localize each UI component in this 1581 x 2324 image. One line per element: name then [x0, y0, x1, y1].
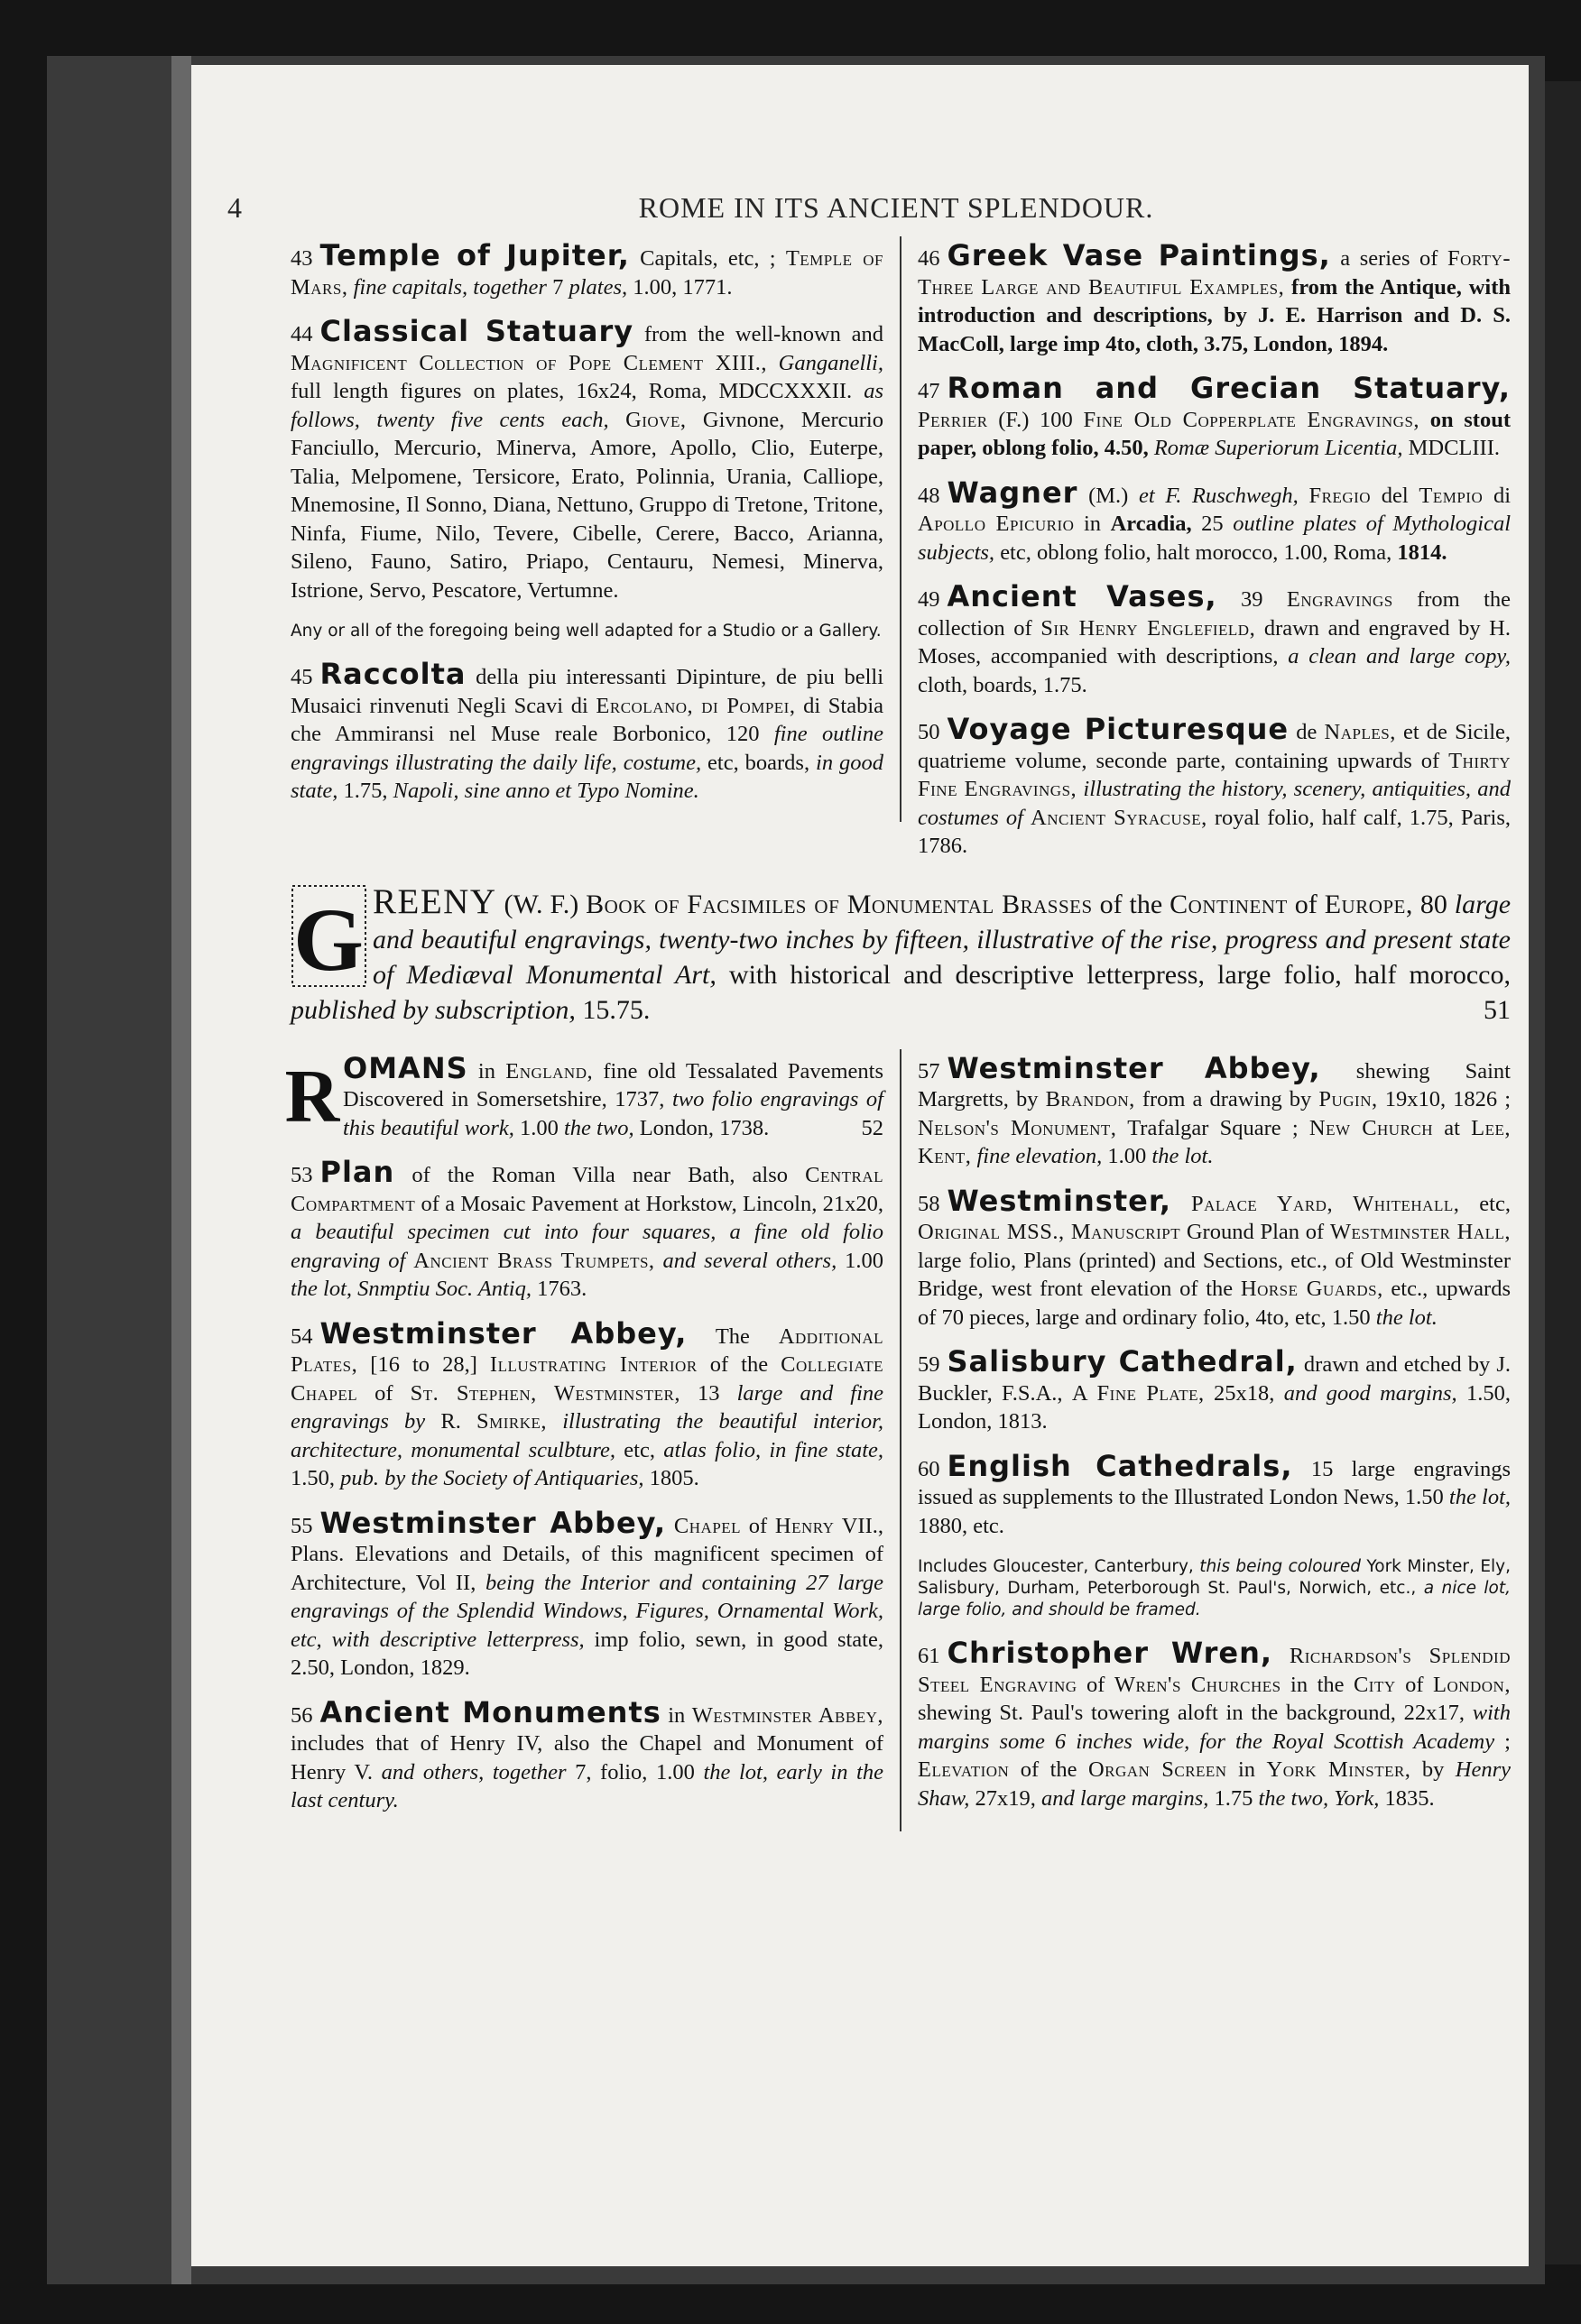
greeny-heading: REENY	[373, 881, 497, 921]
entry-text-segment: 1.00	[837, 1248, 884, 1273]
entry-text-segment: published by subscription,	[291, 994, 576, 1025]
entry-text-segment: Trafalgar Square ;	[1116, 1115, 1309, 1140]
entry-text-segment: and large margins,	[1041, 1785, 1209, 1811]
ornate-initial-r	[284, 1054, 340, 1139]
entry-text-segment: et de Sicile, quatrieme volume, seconde parte, containing upwards of	[918, 720, 1511, 773]
right-column-bottom	[918, 1049, 1511, 1830]
entry-text-segment: from the collection of	[918, 587, 1512, 641]
catalogue-entry	[918, 238, 1511, 358]
entry-text-segment: St. Stephen, Westminster,	[410, 1380, 680, 1406]
entry-text-segment: as follows, twenty five cents each,	[291, 379, 883, 432]
entry-list	[291, 657, 883, 806]
entry-text-segment: of the	[1092, 889, 1170, 919]
entry-list	[918, 1636, 1512, 1812]
entry-text-segment: the two,	[564, 1115, 634, 1140]
entry-text-segment: being the Interior and containing 27 large engravings of the Splendid Windows, Figures, Ornamental Work, etc, with descriptive letterpress,	[291, 1570, 883, 1652]
entry-text-segment: Horse Guards,	[1240, 1277, 1383, 1301]
ornate-initial-g	[291, 884, 367, 988]
item-number: 52	[861, 1115, 883, 1140]
entry-text-segment: del	[1371, 483, 1419, 508]
entry-text-segment: 1763.	[532, 1277, 587, 1301]
item-title: Wagner	[947, 475, 1078, 510]
entry-text-segment: of	[1395, 1672, 1433, 1697]
item-number: 49	[918, 587, 940, 612]
entry-text-segment: in	[1074, 512, 1111, 536]
entry-text-segment: Lee, Kent,	[918, 1115, 1511, 1168]
entry-text-segment: 1.00	[513, 1115, 564, 1140]
entry-text-segment: in the	[1281, 1672, 1354, 1697]
binding-edge	[171, 56, 191, 2284]
ornate-initial-letter: G	[293, 889, 364, 990]
entry-text-segment: Naples,	[1324, 720, 1396, 744]
entry-text-segment: outline plates of Mythological subjects,	[918, 512, 1512, 565]
entry-text-segment: a clean and large copy,	[1288, 644, 1511, 669]
entry-text-segment: Book of Facsimiles of Monumental Brasses	[586, 889, 1093, 919]
cathedrals-note	[918, 1556, 1511, 1621]
entry-text-segment: Napoli, sine anno et Typo Nomine.	[393, 779, 699, 803]
entry-text-segment: large and fine engravings by	[291, 1380, 884, 1434]
item-number: 59	[918, 1352, 940, 1377]
entry-text-segment: de	[1289, 720, 1325, 744]
entry-text-segment: plates,	[569, 274, 628, 300]
entry-text-segment: Fine Old Copperplate Engravings,	[1083, 407, 1420, 432]
bottom-columns	[284, 1049, 1512, 1831]
entry-text-segment: etc, boards,	[701, 750, 817, 775]
entry-text-segment: 1.00	[1102, 1144, 1152, 1168]
entry-text-segment: (F.) 100	[987, 407, 1084, 432]
entry-text-segment: Europe,	[1324, 889, 1413, 919]
entry-text-segment: the lot.	[1375, 1305, 1438, 1330]
entry-text-segment	[405, 1249, 413, 1273]
item-number: 60	[918, 1456, 940, 1481]
entry-text-segment: Nelson's Monument,	[918, 1115, 1117, 1140]
entry-text-segment: della piu interessanti Dipinture, de piu belli Musaici rinvenuti Negli Scavi di	[291, 665, 883, 718]
entry-text-segment: 1835.	[1379, 1785, 1435, 1811]
entry-text-segment: at	[1433, 1115, 1472, 1140]
item-title: Westminster Abbey,	[319, 1315, 688, 1351]
entry-text-segment: of the	[697, 1352, 781, 1377]
romans-entry	[284, 1050, 883, 1143]
entry-text-segment: Apollo Epicurio	[918, 512, 1075, 536]
entry-text-segment: Perrier	[918, 407, 988, 432]
entry-text-segment: 27x19,	[969, 1785, 1042, 1811]
entry-text-segment: shewing St. Paul's towering aloft in the background, 22x17,	[918, 1701, 1473, 1725]
entry-text-segment: Richardson's Splendid Steel Engraving	[918, 1644, 1511, 1697]
item-title: Roman and Grecian Statuary,	[947, 371, 1511, 405]
entry-text-segment: a series of	[1330, 246, 1447, 271]
entry-text-segment: of a Mosaic Pavement at Horkstow, Lincoln, 21x20,	[415, 1191, 883, 1216]
entry-text-segment: large folio, Plans (printed) and Sections, etc., of Old Westminster Bridge, west front elevation of the	[918, 1248, 1511, 1301]
item-title: English Cathedrals,	[947, 1448, 1293, 1483]
entry-text-segment: 1805.	[643, 1466, 699, 1490]
entry-text-segment: on stout paper, oblong folio, 4.50,	[918, 407, 1511, 460]
item-title: Westminster,	[947, 1183, 1172, 1218]
entry-text-segment: Pugin,	[1318, 1087, 1378, 1111]
entry-text-segment: the lot,	[1448, 1485, 1512, 1509]
entry-text-segment: di	[1483, 483, 1512, 508]
catalogue-entry	[918, 1448, 1512, 1541]
entry-text-segment	[1171, 1192, 1191, 1216]
entry-text-segment: (M.)	[1077, 483, 1140, 508]
entry-text-segment: Tempio	[1419, 483, 1484, 508]
entry-text-segment: shewing Saint Margretts, by	[918, 1058, 1511, 1111]
entry-text-segment: Fregio	[1308, 483, 1372, 508]
entry-text-segment: the lot, early in the last century.	[291, 1759, 883, 1812]
item-title: Voyage Picturesque	[947, 712, 1290, 746]
entry-text-segment: Ganganelli,	[767, 350, 883, 375]
entry-text-segment: of	[741, 1513, 775, 1538]
entry-text-segment: etc,	[615, 1437, 664, 1462]
entry-text-segment: VII., Plans. Elevations and Details, of this magnificent specimen of Architecture, Vol II,	[291, 1513, 883, 1595]
item-number: 55	[291, 1513, 313, 1538]
entry-text-segment: York Minster,	[1266, 1757, 1411, 1782]
entry-text-segment: with margins some 6 inches wide, for the Royal Scottish Academy	[918, 1701, 1511, 1754]
entry-text-segment: 1880, etc.	[918, 1513, 1004, 1538]
entry-text-segment: pub. by the Society of Antiquaries,	[340, 1466, 644, 1490]
entry-text-segment: Givnone, Mercurio Fanciullo, Mercurio, Minerva, Amore, Apollo, Clio, Euterpe, Talia, Melpomene, Tersicore, Erato, Polinnia, Urania, Calliope, Mnemosine, Il Sonno, Diana, Nettuno, Gruppo di Tretone, Tritone, Ninfa, Fiume, Nilo, Tevere, Cibelle, Cerere, Bacco, Arianna, Sileno, Fauno, Satiro, Priapo, Centauru, Nemesi, Minerva, Istrione, Servo, Pescatore, Vertumne.	[291, 407, 883, 603]
catalogue-entry	[918, 1636, 1512, 1812]
entry-text-segment: with historical and descriptive letterpress, large folio, half morocco,	[716, 959, 1511, 990]
entry-list	[918, 238, 1512, 861]
entry-text-segment: of	[1287, 889, 1325, 919]
item-number: 47	[918, 379, 940, 403]
entry-text-segment: drawn and engraved by H. Moses, accompanied with descriptions,	[918, 615, 1512, 669]
entry-text-segment: Romæ Superiorum Licentia,	[1153, 436, 1403, 460]
catalogue-entry	[918, 579, 1512, 699]
entry-text-segment: Henry Shaw,	[918, 1757, 1512, 1811]
entry-text-segment: 1.00, 1771.	[627, 274, 733, 300]
entry-text-segment: two folio engravings of this beautiful work,	[343, 1087, 883, 1140]
item-title: Classical Statuary	[319, 314, 634, 348]
entry-text-segment: 25x18,	[1204, 1380, 1284, 1406]
entry-text-segment: etc., upwards of 70 pieces, large and ordinary folio, 4to, etc, 1.50	[918, 1277, 1511, 1330]
romans-heading: OMANS	[343, 1050, 468, 1085]
catalogue-entry	[918, 475, 1512, 567]
entry-text-segment: the two, York,	[1258, 1785, 1380, 1811]
entry-text-segment: the lot.	[1151, 1144, 1214, 1168]
entry-text-segment: Collegiate Chapel	[291, 1352, 883, 1406]
entry-text-segment: by	[1410, 1757, 1456, 1782]
entry-text-segment: di Stabia che Ammiransi nel Muse reale Borbonico, 120	[291, 693, 883, 746]
entry-text-segment: 80	[1412, 889, 1455, 919]
item-number: 43	[291, 246, 313, 271]
entry-text-segment: 39	[1216, 587, 1287, 612]
entry-text-segment: Palace Yard, Whitehall,	[1191, 1191, 1460, 1216]
entry-text-segment: 1.50,	[291, 1466, 341, 1490]
catalogue-entry	[291, 238, 883, 301]
entry-text-segment: Capitals, etc, ;	[629, 246, 786, 271]
entry-text-segment: illustrating the history, scenery, antiquities, and costumes of	[918, 777, 1511, 830]
entry-text-segment: from the well-known and	[633, 322, 884, 346]
item-title: Ancient Vases,	[947, 579, 1217, 613]
entry-text-segment: ;	[1494, 1729, 1511, 1754]
item-number: 58	[918, 1191, 940, 1216]
item-number: 61	[918, 1644, 940, 1668]
entry-text-segment: large and beautiful engravings, twenty-two inches by fifteen, illustrative of the rise, progress and present state of Mediæval Monumental Art,	[373, 889, 1512, 990]
entry-text-segment: fine old Tessalated Pavements Discovered in Somersetshire, 1737,	[343, 1058, 883, 1111]
entry-text-segment: cloth, boards, 1.75.	[918, 672, 1087, 697]
catalogue-entry	[291, 1694, 883, 1815]
item-number: 57	[918, 1058, 940, 1084]
entry-text-segment: Arcadia,	[1110, 512, 1192, 536]
top-columns	[291, 236, 1511, 877]
entry-text-segment: London, 1738.	[633, 1115, 770, 1140]
entry-text-segment: 7, folio, 1.00	[566, 1759, 704, 1784]
entry-text-segment: etc,	[1459, 1191, 1511, 1216]
catalogue-entry	[918, 1183, 1511, 1333]
greeny-entry	[291, 881, 1512, 1028]
greeny-text	[291, 881, 1512, 1028]
entry-list	[291, 1155, 884, 1815]
entry-text-segment: Continent	[1170, 889, 1288, 919]
entry-text-segment: from a drawing by	[1134, 1087, 1319, 1111]
entry-text-segment: Engravings	[1286, 587, 1393, 612]
entry-text-segment: et F. Ruschwegh,	[1139, 483, 1299, 508]
item-number: 56	[291, 1702, 313, 1728]
item-number: 45	[291, 665, 313, 689]
left-column-top	[291, 236, 901, 822]
entry-text-segment: Illustrating Interior	[489, 1352, 698, 1377]
entry-text-segment: of the	[1009, 1757, 1088, 1782]
entry-text-segment: atlas folio, in fine state,	[663, 1437, 883, 1462]
entry-text-segment	[666, 1514, 674, 1538]
entry-text-segment: fine outline engravings illustrating the daily life, costume,	[291, 722, 883, 775]
entry-text-segment: fine elevation,	[976, 1144, 1103, 1168]
catalogue-entry	[918, 1050, 1511, 1171]
entry-text-segment: of	[1077, 1672, 1114, 1697]
catalogue-entry	[291, 1315, 884, 1493]
entry-text-segment: 15.75.	[575, 994, 651, 1025]
entry-text-segment: in good state,	[291, 750, 883, 803]
entry-text-segment: London,	[1432, 1672, 1511, 1697]
entry-text-segment: Westminster Abbey,	[691, 1702, 883, 1728]
entry-text-segment: drawn and etched by J. Buckler, F.S.A.,	[918, 1352, 1511, 1406]
entry-text-segment: in	[467, 1058, 506, 1084]
entry-text-segment: Smirke,	[476, 1409, 548, 1434]
entry-text-segment: of the Roman Villa near Bath, also	[394, 1163, 806, 1187]
item-number: 46	[918, 246, 940, 271]
entry-text-segment: in	[661, 1702, 692, 1728]
left-column-bottom	[284, 1049, 901, 1831]
entry-text-segment	[547, 1409, 562, 1434]
item-number: 50	[918, 720, 940, 744]
entry-text-segment: York Minster, Ely, Salisbury, Durham, Peterborough St. Paul's, Norwich, etc.,	[918, 1557, 1511, 1598]
catalogue-entry	[918, 371, 1511, 463]
entry-list	[291, 238, 884, 604]
entry-text-segment: Ercolano, di Pompei,	[596, 693, 796, 718]
entry-text-segment: R.	[425, 1409, 477, 1434]
entry-text-segment: etc, oblong folio, halt morocco, 1.00, Roma,	[994, 540, 1398, 565]
entry-text-segment: 1.75,	[337, 779, 393, 803]
entry-text-segment	[1299, 484, 1309, 508]
entry-text-segment	[1272, 1644, 1290, 1668]
entry-text-segment: 13	[680, 1380, 737, 1406]
entry-text-segment: Additional Plates,	[291, 1323, 883, 1377]
catalogue-entry	[291, 1155, 884, 1304]
entry-text-segment: and good margins,	[1283, 1380, 1457, 1406]
catalogue-entry	[291, 1505, 883, 1683]
item-title: Temple of Jupiter,	[319, 238, 630, 272]
item-title: Plan	[319, 1155, 395, 1189]
entry-text-segment: this being coloured	[1199, 1557, 1361, 1576]
item-title: Greek Vase Paintings,	[947, 238, 1331, 272]
entry-text-segment: full length figures on plates, 16x24, Roma, MDCCXXXII.	[291, 379, 864, 403]
entry-text-segment: Ground Plan of	[1180, 1220, 1330, 1244]
entry-text-segment: The	[687, 1323, 779, 1349]
item-number: 54	[291, 1323, 313, 1349]
entry-text-segment: New Church	[1308, 1115, 1434, 1140]
page-number: 4	[227, 191, 243, 224]
page-header	[227, 191, 1511, 236]
entry-text-segment: Brandon,	[1045, 1087, 1135, 1111]
item-title: Westminster Abbey,	[947, 1050, 1321, 1085]
gallery-note: Any or all of the foregoing being well adapted for a Studio or a Gallery.	[291, 622, 882, 641]
item-number: 53	[291, 1163, 313, 1187]
entry-text-segment: in	[1226, 1757, 1267, 1782]
entry-text-segment: Chapel	[673, 1513, 742, 1538]
ornate-initial-letter: R	[284, 1054, 340, 1139]
entry-text-segment: from the Antique, with introduction and descriptions, by J. E. Harrison and D. S. MacColl, large imp 4to, cloth, 3.75, London, 1894.	[918, 274, 1511, 356]
entry-text-segment: Elevation	[918, 1757, 1010, 1782]
entry-text-segment: the lot, Snmptiu Soc. Antiq,	[291, 1277, 532, 1301]
entry-text-segment	[1023, 806, 1031, 830]
entry-text-segment: 15 large engravings issued as supplements to the Illustrated London News, 1.50	[918, 1456, 1512, 1509]
entry-text-segment: Organ Screen	[1087, 1757, 1227, 1782]
right-column-top	[918, 236, 1511, 877]
entry-text-segment: Forty-Three Large and Beautiful Examples,	[918, 246, 1511, 300]
catalogue-entry	[918, 712, 1511, 861]
entry-text-segment	[655, 1249, 663, 1273]
entry-text-segment: imp folio, sewn, in good state, 2.50, London, 1829.	[291, 1627, 883, 1680]
entry-text-segment: 7	[546, 274, 569, 300]
catalogue-entry	[291, 657, 883, 806]
entry-text-segment: Ancient Syracuse,	[1031, 805, 1207, 830]
entry-text-segment: includes that of Henry IV, also the Chapel and Monument of Henry V.	[291, 1731, 883, 1784]
item-title: Ancient Monuments	[319, 1694, 661, 1729]
page-edge	[1545, 81, 1581, 2264]
entry-text-segment: and others, together	[381, 1759, 567, 1784]
entry-text-segment: Ancient Brass Trumpets,	[413, 1248, 655, 1273]
entry-text-segment: royal folio, half calf, 1.75, Paris, 1786.	[918, 805, 1511, 858]
entry-text-segment: of	[357, 1380, 411, 1406]
entry-text-segment: illustrating the beautiful interior, architecture, monumental sculbture,	[291, 1409, 884, 1462]
entry-text-segment: City	[1353, 1672, 1396, 1697]
entry-text-segment: 19x10, 1826 ;	[1377, 1087, 1511, 1111]
entry-text-segment: England,	[505, 1058, 594, 1084]
entry-text-segment	[609, 408, 625, 432]
entry-text-segment: Sir Henry Englefield,	[1040, 615, 1256, 641]
item-title: Westminster Abbey,	[319, 1505, 667, 1540]
entry-text-segment: (W. F.)	[496, 889, 587, 919]
catalogue-page	[191, 65, 1529, 2266]
entry-text-segment: a beautiful specimen cut into four squares, a fine old folio engraving of	[291, 1220, 883, 1273]
entry-text-segment: Magnificent Collection of Pope Clement XIII.,	[291, 350, 768, 375]
entry-text-segment: 25	[1191, 512, 1234, 536]
entry-text-segment: Westminster Hall,	[1329, 1220, 1511, 1244]
item-title: Christopher Wren,	[947, 1636, 1273, 1670]
entry-text-segment: [16 to 28,]	[357, 1352, 490, 1377]
entry-text-segment: a nice lot, large folio, and should be framed.	[918, 1579, 1512, 1619]
entry-text-segment: Original MSS., Manuscript	[918, 1220, 1181, 1244]
entry-text-segment: A Fine Plate,	[1071, 1380, 1205, 1406]
entry-text-segment: Giove,	[625, 407, 687, 432]
entry-text-segment: Includes Gloucester, Canterbury,	[918, 1557, 1200, 1576]
catalogue-entry	[291, 314, 884, 604]
item-number: 48	[918, 483, 940, 508]
catalogue-entry	[918, 1344, 1511, 1436]
entry-text-segment: Henry	[774, 1513, 835, 1538]
entry-text-segment: 1.50, London, 1813.	[918, 1380, 1511, 1434]
item-number: 51	[1484, 994, 1511, 1025]
entry-text-segment: Temple of Mars,	[291, 246, 883, 300]
entry-text-segment: MDCLIII.	[1402, 436, 1500, 460]
entry-text-segment: Central Compartment	[291, 1163, 883, 1216]
item-title: Salisbury Cathedral,	[947, 1344, 1298, 1379]
running-head: ROME IN ITS ANCIENT SPLENDOUR.	[638, 191, 1154, 224]
item-title: Raccolta	[319, 657, 467, 691]
entry-text-segment: Wren's Churches	[1114, 1672, 1281, 1697]
entry-text-segment: fine capitals, together	[347, 274, 547, 300]
entry-list	[918, 1050, 1512, 1541]
item-number: 44	[291, 322, 313, 346]
entry-text-segment: Thirty Fine Engravings,	[918, 748, 1511, 801]
entry-text-segment: 1.75	[1208, 1785, 1259, 1811]
entry-text-segment: 1814.	[1397, 540, 1447, 565]
entry-text-segment: and several others,	[662, 1248, 837, 1273]
